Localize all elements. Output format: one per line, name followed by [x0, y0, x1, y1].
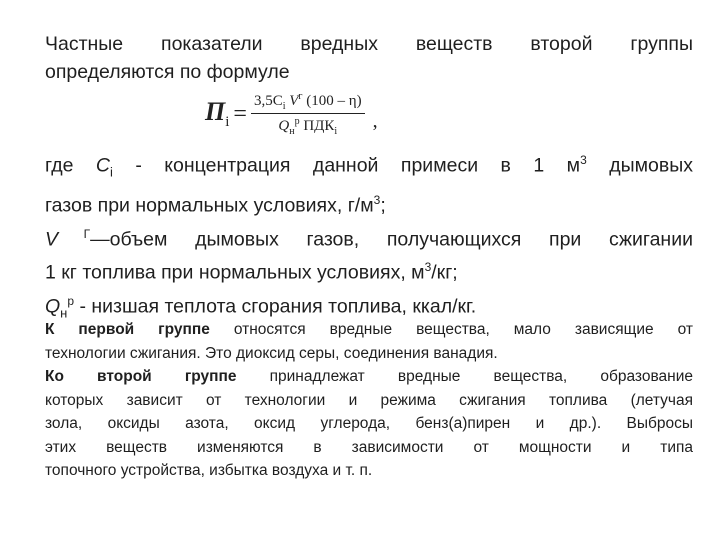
body-line-2: технологии сжигания. Это диоксид серы, соединения ванадия. — [45, 344, 498, 362]
intro-line-1: Частные показатели вредных веществ второй группы — [45, 33, 693, 55]
body-line-3: Ко второй группе принадлежат вредные вещества, образование — [45, 368, 693, 385]
body-line-7: топочного устройства, избытка воздуха и т. п. — [45, 462, 373, 479]
definitions — [45, 146, 693, 327]
group1-label: К первой группе — [45, 321, 210, 338]
intro-text — [45, 30, 693, 86]
formula-equals: = — [233, 100, 247, 127]
formula-lhs: $П_i$ — [205, 96, 230, 131]
body-line-5: зола, оксиды азота, оксид углерода, бенз(а)пирен и др.). Выбросы — [45, 415, 693, 432]
formula-fraction — [251, 91, 365, 137]
formula-denominator: $Q_н^р$ $ПДК_i$ — [278, 116, 338, 137]
body-line-6: этих веществ изменяются в зависимости от мощности и типа — [45, 438, 693, 456]
body-paragraph — [45, 318, 693, 483]
body-line-4: которых зависит от технологии и режима сжигания топлива (летучая — [45, 391, 693, 409]
formula — [205, 88, 378, 140]
def-ci-line-2: газов при нормальных условиях, $г/м^3$; — [45, 193, 386, 217]
def-v-line-2: 1 кг топлива при нормальных условиях, $м^3/кг$; — [45, 260, 458, 284]
formula-numerator: $3,5C_i$ $V^г$ (100 – η) — [253, 91, 362, 112]
body-line-1: К первой группе относятся вредные вещества, мало зависящие от — [45, 321, 693, 338]
group2-label: Ко второй группе — [45, 368, 237, 385]
intro-line-2: определяются по формуле — [45, 61, 290, 83]
def-q-line: $Q_н^р$ - низшая теплота сгорания топлива, ккал/кг. — [45, 293, 477, 321]
def-ci-line-1: где $C_i$ - концентрация данной примеси в 1 $м^3$ дымовых — [45, 153, 693, 180]
def-v-line-1: V $^Г$—объем дымовых газов, получающихся при сжигании — [45, 226, 693, 251]
formula-comma: , — [372, 109, 378, 132]
